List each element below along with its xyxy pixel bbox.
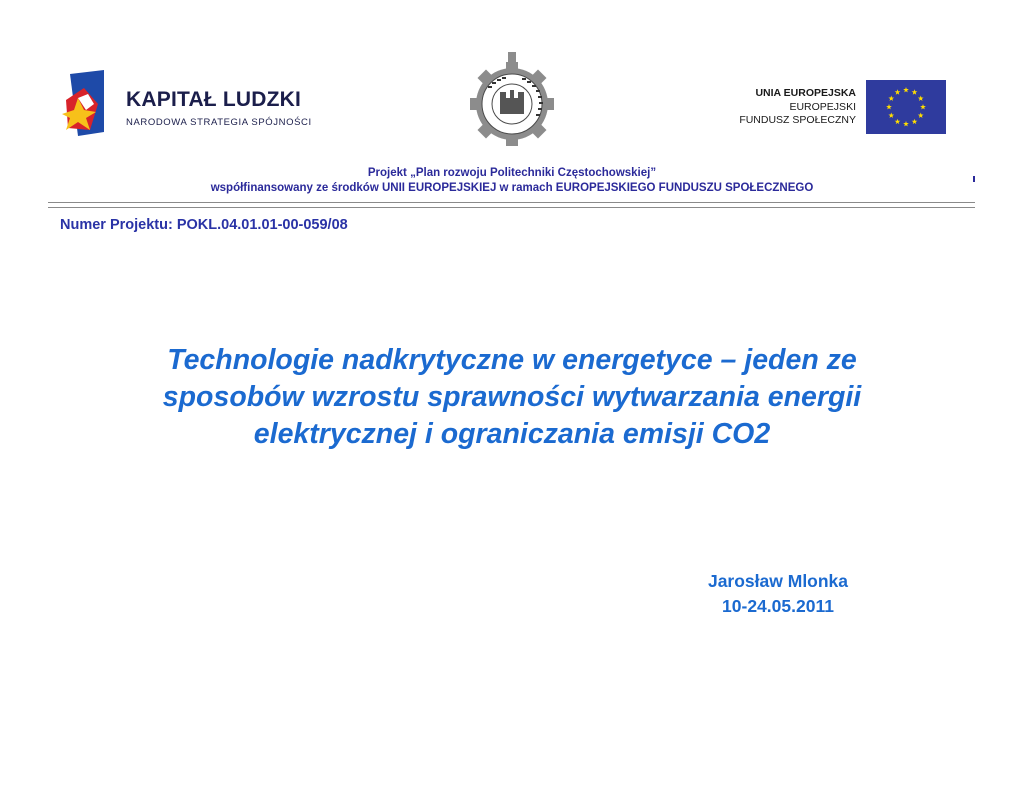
stray-mark	[973, 176, 975, 182]
eu-logo-line3: FUNDUSZ SPOŁECZNY	[739, 114, 856, 126]
project-cofinancing-line: współfinansowany ze środków UNII EUROPEJSKIEJ w ramach EUROPEJSKIEGO FUNDUSZU SPOŁECZNEGO	[210, 182, 814, 194]
presentation-date: 10-24.05.2011	[722, 596, 834, 616]
eu-logo-line2: EUROPEJSKI	[789, 101, 856, 113]
header-divider-bottom	[48, 207, 975, 208]
project-number: Numer Projektu: POKL.04.01.01-00-059/08	[60, 217, 348, 233]
eu-logo-line1: UNIA EUROPEJSKA	[755, 87, 856, 99]
university-seal-icon	[466, 50, 558, 150]
kapital-ludzki-title: KAPITAŁ LUDZKI	[126, 88, 302, 111]
presentation-title-line2: sposobów wzrostu sprawności wytwarzania energii	[162, 381, 862, 413]
header-divider-top	[48, 202, 975, 203]
eu-logo	[740, 80, 950, 136]
project-title-line: Projekt „Plan rozwoju Politechniki Częstochowskiej”	[367, 167, 657, 179]
presentation-title-line3: elektrycznej i ograniczania emisji CO2	[253, 418, 771, 450]
presentation-title-line1: Technologie nadkrytyczne w energetyce – jeden ze	[167, 344, 857, 376]
author-name: Jarosław Mlonka	[707, 571, 849, 591]
presentation-title	[62, 342, 962, 453]
kapital-ludzki-subtitle: NARODOWA STRATEGIA SPÓJNOŚCI	[126, 117, 312, 128]
eu-flag-icon	[866, 80, 946, 134]
kapital-ludzki-logo	[60, 70, 310, 150]
kapital-ludzki-star-icon	[60, 70, 110, 146]
